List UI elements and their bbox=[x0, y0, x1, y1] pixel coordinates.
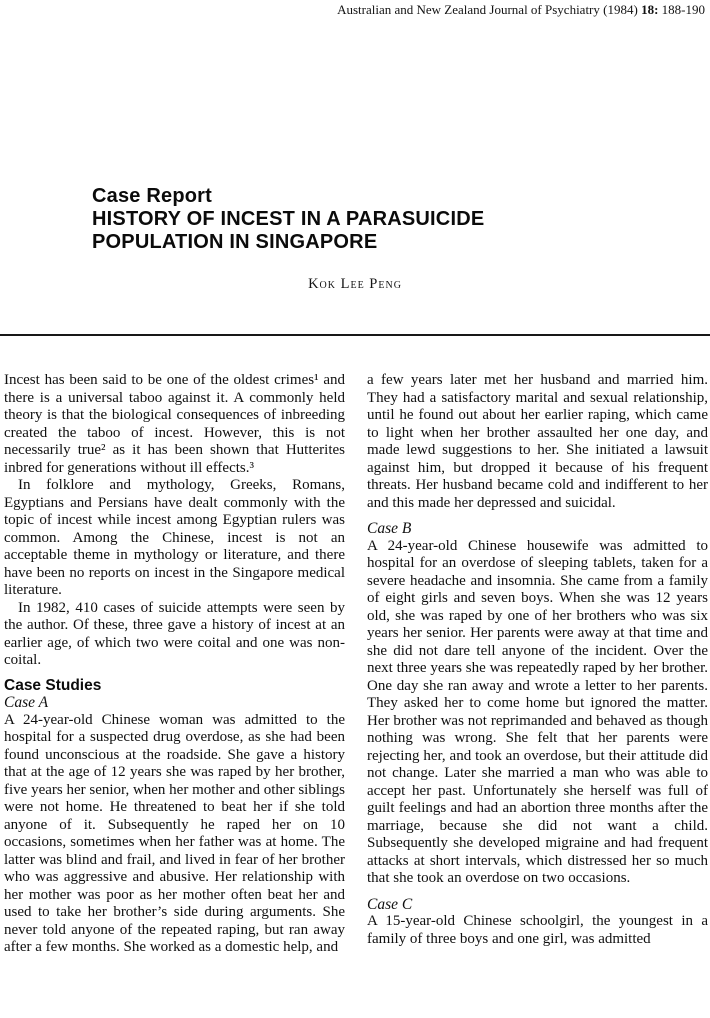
divider-rule bbox=[0, 334, 710, 336]
intro-paragraph-3: In 1982, 410 cases of suicide attempts were seen by the author. Of these, three gave a history of incest at an earlier age, of which two were coital and one was non-coital. bbox=[4, 599, 345, 668]
article-kicker: Case Report bbox=[92, 185, 213, 207]
journal-citation-prefix: Australian and New Zealand Journal of Psychiatry (1984) bbox=[337, 2, 642, 17]
article-title-line2: POPULATION IN SINGAPORE bbox=[92, 231, 378, 253]
case-c-heading: Case C bbox=[367, 895, 413, 913]
left-column bbox=[4, 372, 345, 1018]
article-title-line1: HISTORY OF INCEST IN A PARASUICIDE bbox=[92, 208, 485, 230]
case-c-paragraph: A 15-year-old Chinese schoolgirl, the youngest in a family of three boys and one girl, was admitted bbox=[367, 913, 708, 947]
journal-citation bbox=[337, 2, 705, 17]
article-title bbox=[92, 208, 484, 254]
case-a-heading: Case A bbox=[4, 694, 49, 711]
journal-volume: 18: bbox=[641, 2, 659, 17]
intro-paragraph-1: Incest has been said to be one of the oldest crimes¹ and there is a universal taboo against it. A commonly held theory is that the biological consequences of inbreeding created the taboo of incest. However, this is not necessarily true² as it has been shown that Hutterites inbred for generations without ill effects.³ bbox=[4, 372, 345, 476]
section-heading-case-studies: Case Studies bbox=[4, 676, 102, 694]
case-a-paragraph-continued: a few years later met her husband and married him. They had a satisfactory marital and sexual relationship, until he found out about her earlier raping, which came to light when her brother assaulted her one day, and made lewd suggestions to her. She initiated a lawsuit against him, but dropped it because of his frequent threats. Her husband became cold and indifferent to her and this made her depressed and suicidal. bbox=[367, 372, 708, 511]
right-column bbox=[367, 372, 708, 1018]
journal-pages: 188-190 bbox=[658, 2, 705, 17]
case-b-paragraph: A 24-year-old Chinese housewife was admitted to hospital for an overdose of sleeping tablets, taken for a severe headache and insomnia. She came from a family of eight girls and seven boys. When she was 12 years old, she was raped by one of her brothers who was six years her senior. Her parents were away at that time and she did not dare tell anyone of the incident. Over the next three years she was repeatedly raped by her brother. One day she ran away and wrote a letter to her parents. They asked her to come home but ignored the matter. Her brother was not reprimanded and behaved as though nothing was wrong. She felt that her parents were rejecting her, and took an overdose, but their attitude did not change. Later she married a man who was able to accept her past. Unfortunately she herself was full of guilt feelings and had an abortion three months after the marriage, because she did not want a child. Subsequently she developed migraine and had frequent attacks at short intervals, which distressed her so much that she took an overdose on two occasions. bbox=[367, 537, 708, 886]
case-b-heading: Case B bbox=[367, 520, 412, 537]
author-name: Kok Lee Peng bbox=[308, 276, 402, 292]
article-body bbox=[4, 372, 708, 1018]
title-block bbox=[92, 185, 484, 254]
case-a-paragraph: A 24-year-old Chinese woman was admitted to the hospital for a suspected drug overdose, as she had been found unconscious at the roadside. She gave a history that at the age of 12 years she was raped by her brother, five years her senior, when her mother and other siblings were not home. He threatened to beat her if she told anyone of it. Subsequently he raped her on 10 occasions, sometimes when her father was at home. The latter was blind and frail, and lived in fear of her brother who was aggressive and abusive. Her relationship with her mother was poor as her mother often beat her and used to take her brother’s side during arguments. She never told anyone of the repeated raping, but ran away after a few months. She worked as a domestic help, and bbox=[4, 711, 345, 955]
intro-paragraph-2: In folklore and mythology, Greeks, Romans, Egyptians and Persians have dealt commonly with the topic of incest while incest among Egyptian rulers was common. Among the Chinese, incest is not an acceptable theme in mythology or literature, and there have been no reports on incest in the Singapore medical literature. bbox=[4, 477, 345, 598]
